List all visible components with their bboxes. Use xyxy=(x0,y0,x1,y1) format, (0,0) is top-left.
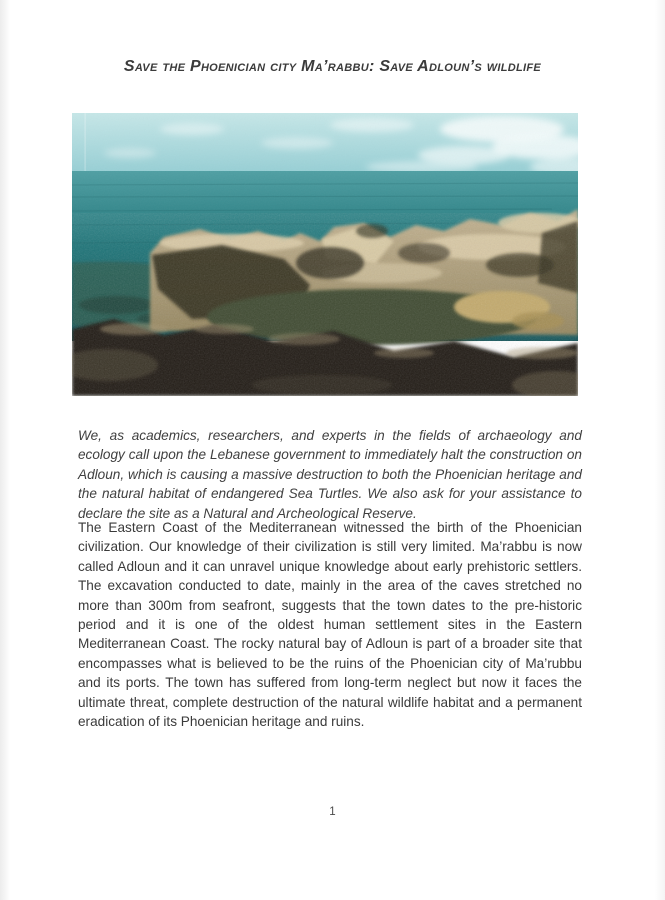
document-title: Save the Phoenician city Ma’rabbu: Save Adloun’s wildlife xyxy=(123,58,542,75)
body-paragraph: The Eastern Coast of the Mediterranean witnessed the birth of the Phoenician civilization. Our knowledge of their civilization is still very limited. Ma’rabbu is now called Adloun and it can unravel unique knowledge about early prehistoric settlers. The excavation conducted to date, mainly in the area of the caves stretched no more than 300m from seafront, suggests that the town dates to the pre-historic period and it is one of the oldest human settlement sites in the Eastern Mediterranean Coast. The rocky natural bay of Adloun is part of a broader site that encompasses what is believed to be the ruins of the Phoenician city of Ma’rubbu and its ports. The town has suffered from long-term neglect but now it faces the ultimate threat, complete destruction of the natural wildlife habitat and a permanent eradication of its Phoenician heritage and ruins. xyxy=(78,520,582,730)
page-number: 1 xyxy=(329,806,336,818)
adloun-bay-photo xyxy=(72,113,578,396)
seashore-photo-illustration xyxy=(72,113,578,396)
petition-paragraph: We, as academics, researchers, and experts in the fields of archaeology and ecology call upon the Lebanese government to immediately halt the construction on Adloun, which is causing a massive destruction to both the Phoenician heritage and the natural habitat of endangered Sea Turtles. We also ask for your assistance to declare the site as a Natural and Archeological Reserve. xyxy=(78,428,582,521)
